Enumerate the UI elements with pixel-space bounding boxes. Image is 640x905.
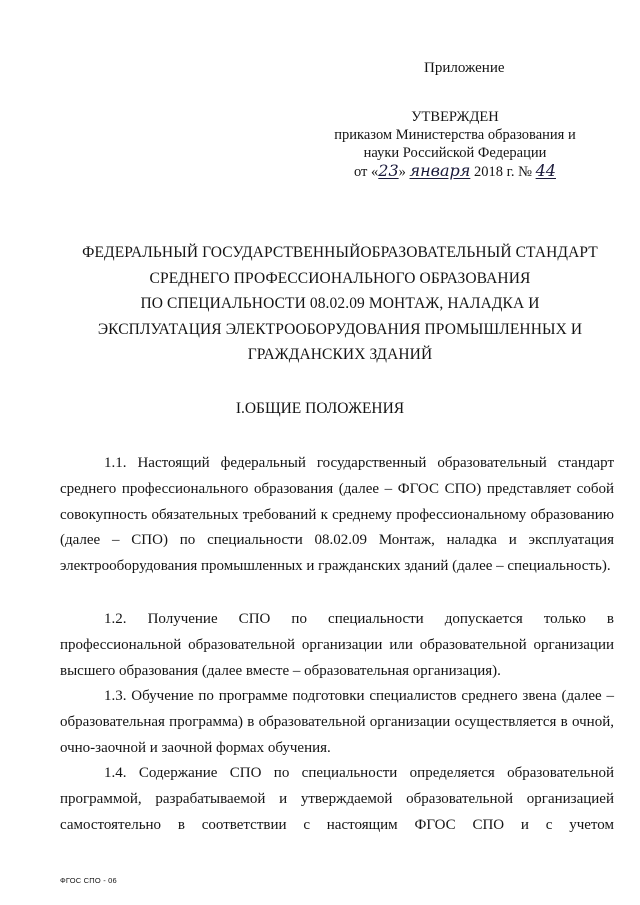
paragraph-1-2	[60, 607, 614, 684]
paragraph-text: 1.3. Обучение по программе подготовки специалистов среднего звена (далее – образовательная программа) в образовательной организации осуществляется в очной, очно-заочной и заочной формах обучения.	[60, 688, 614, 756]
order-number-handwritten: 44	[535, 161, 556, 180]
order-line-2: науки Российской Федерации	[363, 145, 547, 161]
date-prefix: от «	[354, 164, 379, 180]
approval-block	[330, 108, 580, 181]
title-line: ГРАЖДАНСКИХ ЗДАНИЙ	[247, 346, 433, 363]
date-separator: »	[398, 164, 410, 180]
title-line: ПО СПЕЦИАЛЬНОСТИ 08.02.09 МОНТАЖ, НАЛАДКА И	[140, 295, 540, 312]
date-day-handwritten: 23	[378, 161, 399, 180]
date-year: 2018 г. №	[470, 164, 536, 180]
paragraph-text: 1.1. Настоящий федеральный государственный образовательный стандарт среднего профессионального образования (далее – ФГОС СПО) представляет собой совокупность обязательных требований к среднему профессиональному образованию (далее – СПО) по специальности 08.02.09 Монтаж, наладка и эксплуатация электрооборудования промышленных и гражданских зданий (далее – специальность).	[60, 455, 614, 575]
approved-label: УТВЕРЖДЕН	[411, 109, 499, 125]
order-date-line	[330, 162, 580, 181]
title-line: ФЕДЕРАЛЬНЫЙ ГОСУДАРСТВЕННЫЙОБРАЗОВАТЕЛЬНЫЙ СТАНДАРТ	[82, 244, 598, 261]
paragraph-1-1	[60, 451, 614, 580]
document-title	[60, 240, 620, 368]
paragraph-text: 1.4. Содержание СПО по специальности определяется образовательной программой, разрабатываемой и утверждаемой образовательной организацией самостоятельно в соответствии с настоящим ФГОС СПО и с учетом	[60, 765, 614, 833]
section-heading: I.ОБЩИЕ ПОЛОЖЕНИЯ	[235, 400, 405, 417]
paragraph-text: 1.2. Получение СПО по специальности допускается только в профессиональной образовательной организации или образовательной организации высшего образования (далее вместе – образовательная организация).	[60, 611, 614, 679]
date-month-handwritten: января	[409, 161, 471, 180]
page-footer: ФГОС СПО - 06	[60, 876, 117, 885]
paragraph-1-3	[60, 684, 614, 761]
order-line-1: приказом Министерства образования и	[334, 127, 576, 143]
title-line: ЭКСПЛУАТАЦИЯ ЭЛЕКТРООБОРУДОВАНИЯ ПРОМЫШЛЕННЫХ И	[97, 320, 583, 338]
paragraph-1-4	[60, 761, 614, 838]
appendix-label: Приложение	[424, 60, 505, 76]
title-line: СРЕДНЕГО ПРОФЕССИОНАЛЬНОГО ОБРАЗОВАНИЯ	[149, 269, 531, 287]
